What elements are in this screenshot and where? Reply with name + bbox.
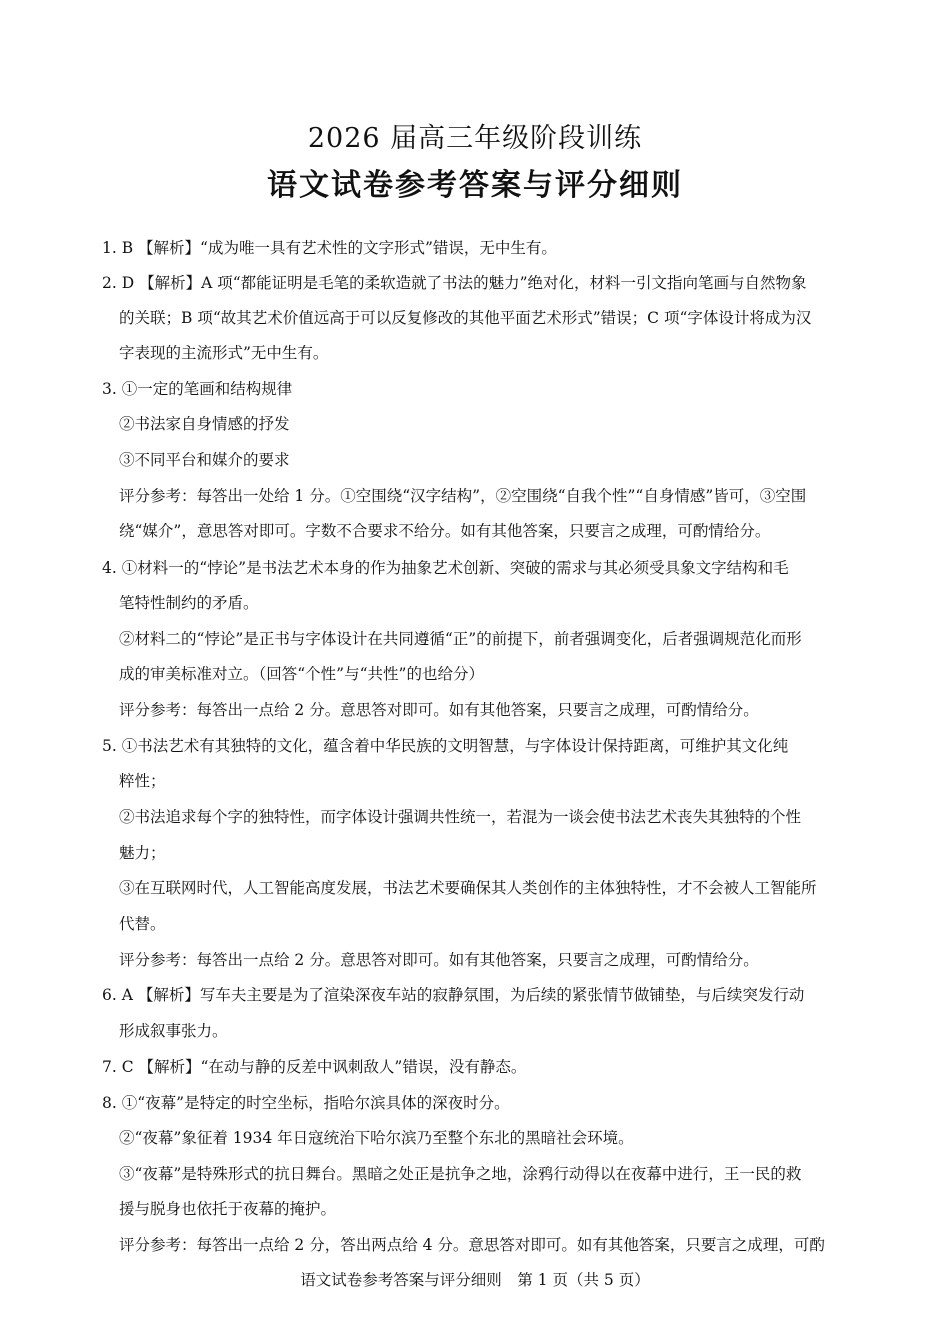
answer-5-line: 5. ①书法艺术有其独特的文化，蕴含着中华民族的文明智慧，与字体设计保持距离，可维护其文化纯 [102, 737, 789, 755]
answer-8-line: ②“夜幕”象征着 1934 年日寇统治下哈尔滨乃至整个东北的黑暗社会环境。 [119, 1129, 634, 1147]
answer-3-line: ③不同平台和媒介的要求 [119, 451, 290, 469]
answer-4-line: 4. ①材料一的“悖论”是书法艺术本身的作为抽象艺术创新、突破的需求与其必须受具象文字结构和毛 [102, 559, 789, 577]
answer-5-line: 粹性； [119, 772, 166, 790]
scoring-note: 绕“媒介”，意思答对即可。字数不合要求不给分。如有其他答案，只要言之成理，可酌情给分。 [119, 522, 771, 540]
answer-3-line: 3. ①一定的笔画和结构规律 [102, 380, 293, 398]
scoring-note: 评分参考：每答出一处给 1 分。①空围绕“汉字结构”，②空围绕“自我个性”“自身情感”皆可，③空围 [119, 487, 807, 505]
scoring-note: 评分参考：每答出一点给 2 分。意思答对即可。如有其他答案，只要言之成理，可酌情给分。 [119, 701, 759, 719]
answer-5-line: 魅力； [119, 844, 166, 862]
answer-4-line: 成的审美标准对立。（回答“个性”与“共性”的也给分） [119, 665, 484, 683]
document-title: 2026 届高三年级阶段训练 [307, 123, 643, 154]
scoring-note: 评分参考：每答出一点给 2 分，答出两点给 4 分。意思答对即可。如有其他答案，只要言之成理，可酌 [119, 1236, 825, 1254]
answer-6-line: 6. A 【解析】写车夫主要是为了渲染深夜车站的寂静氛围，为后续的紧张情节做铺垫，与后续突发行动 [102, 986, 805, 1004]
answer-8-line: 8. ①“夜幕”是特定的时空坐标，指哈尔滨具体的深夜时分。 [102, 1094, 510, 1112]
answer-8-line: 援与脱身也依托于夜幕的掩护。 [119, 1200, 337, 1218]
answer-2-line: 字表现的主流形式”无中生有。 [119, 344, 329, 362]
answer-8-line: ③“夜幕”是特殊形式的抗日舞台。黑暗之处正是抗争之地，涂鸦行动得以在夜幕中进行，王一民的救 [119, 1165, 802, 1183]
answer-5-line: 代替。 [119, 915, 166, 933]
answer-4-line: 笔特性制约的矛盾。 [119, 594, 259, 612]
answer-5-line: ③在互联网时代，人工智能高度发展，书法艺术要确保其人类创作的主体独特性，才不会被人工智能所 [119, 879, 817, 897]
scoring-note: 评分参考：每答出一点给 2 分。意思答对即可。如有其他答案，只要言之成理，可酌情给分。 [119, 951, 759, 969]
answer-6-line: 形成叙事张力。 [119, 1022, 228, 1040]
answer-7-line: 7. C 【解析】“在动与静的反差中讽刺敌人”错误，没有静态。 [102, 1058, 527, 1076]
page-footer: 语文试卷参考答案与评分细则 第 1 页（共 5 页） [300, 1271, 650, 1289]
answer-2-line: 2. D 【解析】A 项“都能证明是毛笔的柔软造就了书法的魅力”绝对化，材料一引文指向笔画与自然物象 [102, 274, 807, 292]
answer-4-line: ②材料二的“悖论”是正书与字体设计在共同遵循“正”的前提下，前者强调变化，后者强调规范化而形 [119, 630, 802, 648]
answer-3-line: ②书法家自身情感的抒发 [119, 415, 290, 433]
answer-2-line: 的关联；B 项“故其艺术价值远高于可以反复修改的其他平面艺术形式”错误；C 项“字体设计将成为汉 [119, 309, 812, 327]
answer-5-line: ②书法追求每个字的独特性，而字体设计强调共性统一，若混为一谈会使书法艺术丧失其独特的个性 [119, 808, 802, 826]
answer-1-line: 1. B 【解析】“成为唯一具有艺术性的文字形式”错误，无中生有。 [102, 239, 557, 257]
document-subtitle: 语文试卷参考答案与评分细则 [267, 168, 683, 203]
